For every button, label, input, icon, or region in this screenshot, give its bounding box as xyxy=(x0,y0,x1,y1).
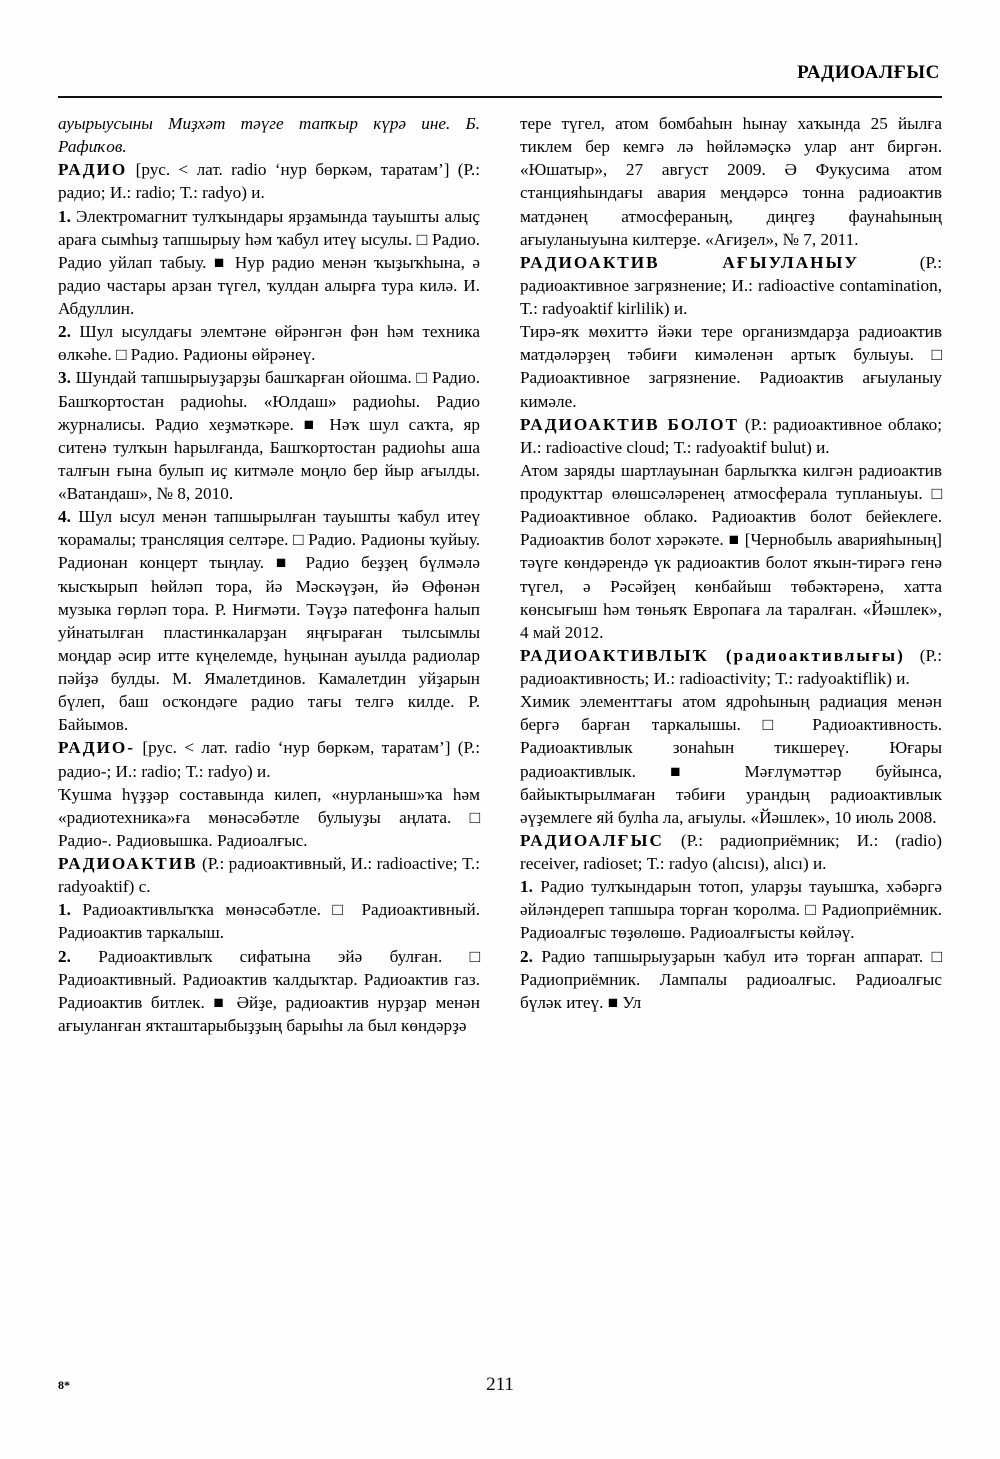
sense-text: Шул ысул менән тапшырылған тауышты ҡабул итеү ҡорамалы; трансляция селтәре. □ Радио. Радионы ҡуйыу. Радионан концерт тыңлау. ■ Радио беҙҙең бүлмәлә ҡысҡырып һөйләп тора, йә Мәскәүҙән, йә Өфөнән музыка гөрләп тора. Р. Ниғмәти. Тәүҙә патефонға һалып уйнатылған пластинкаларҙан яңғыраған тылсымлы моңдар әсир итте күңелемде, һуңынан ауылда радиолар пәйҙә булды. М. Ямалетдинов. Камалетдин уйҙарын бүлеп, баш осҡондәге радио тағы телгә килде. Р. Байымов. xyxy=(58,507,480,735)
left-column xyxy=(58,112,480,1037)
sense-1 xyxy=(520,875,942,944)
sense-text: Шул ысулдағы элемтәне өйрәнгән фән һәм техника өлкәһе. □ Радио. Радионы өйрәнеү. xyxy=(58,322,480,365)
sense-2 xyxy=(58,945,480,1038)
sense-number: 3. xyxy=(58,368,71,388)
entry-radioalgys xyxy=(520,829,942,875)
etymology: (Р.: радиоактивный, И.: radioactive; Т.: radyoaktif) с. xyxy=(58,854,480,897)
etymology: (Р.: радиоактивное загрязнение; И.: radioactive contamination, Т.: radyoaktif kirlilik) и. xyxy=(520,252,942,318)
definition-radio-prefix: Ҡушма һүҙҙәр составында килеп, «нурланыш»ҡа һәм «радиотехника»ға мөнәсәбәтле булыуҙы аңлата. □ Радио-. Радиовышка. Радиоалғыс. xyxy=(58,784,480,850)
sense-number: 2. xyxy=(58,322,71,342)
entry-radioaktivlyk xyxy=(520,644,942,690)
sense-3 xyxy=(58,366,480,505)
sense-number: 4. xyxy=(58,507,71,527)
definition: Тирә-яҡ мөхиттә йәки тере организмдарҙа радиоактив матдәләрҙең тәбиғи кимәленән артыҡ булыуы. □ Радиоактивное загрязнение. Радиоактив ағыуланыу кимәле. xyxy=(520,322,942,411)
sense-text: Радиоактивлыҡҡа мөнәсәбәтле. □ Радиоактивный. Радиоактив таркалыш. xyxy=(58,900,480,943)
definition: Атом заряды шартлауынан барлыҡҡа килгән радиоактив продукттар өлөшсәләренең атмосферала тупланыуы. □ Радиоактивное облако. Радиоактив болот бейеклеге. Радиоактив болот хәрәкәте. ■ [Чернобыль аварияһының] тәүге көндәрендә үк радиоактив болот яҡын-тирәгә генә түгел, ә Рәсәйҙең көнбайыш төбәктәренә, хатта көнсығыш һәм төньяҡ Европаға ла таралған. «Йәшлек», 4 май 2012. xyxy=(520,460,942,642)
sense-text: Радио тапшырыуҙарын ҡабул итә торған аппарат. □ Радиоприёмник. Лампалы радиоалғыс. Радиоалғыс бүләк итеү. ■ Ул xyxy=(520,946,942,1012)
sense-1 xyxy=(58,898,480,944)
sense-number: 1. xyxy=(58,206,71,226)
entry-radioaktiv-agyulanyu xyxy=(520,251,942,320)
sense-text: Электромагнит тулҡындары ярҙамында тауышты алыҫ араға сымһыҙ тапшырыу һәм ҡабул итеү ысулы. □ Радио. Радио уйлап табыу. ■ Нур радио менән ҡыҙыҡһына, ә радио частары арзан түгел, ҡулдан алырға тура килә. И. Абдуллин. xyxy=(58,206,480,318)
entry-radioaktiv-bolot xyxy=(520,413,942,459)
etymology: (Р.: радиоактивное облако; И.: radioactive cloud; Т.: radyoaktif bulut) и. xyxy=(520,414,942,457)
page-number: 211 xyxy=(486,1374,514,1395)
sense-number: 1. xyxy=(520,877,533,897)
sense-number: 2. xyxy=(520,946,533,966)
signature-mark: 8* xyxy=(58,1378,70,1392)
sense-2 xyxy=(58,320,480,366)
entry-radioaktiv xyxy=(58,852,480,898)
headword: РАДИО- xyxy=(58,738,135,758)
headword: РАДИОАКТИВ АҒЫУЛАНЫУ xyxy=(520,252,860,272)
etymology: [рус. < лат. radio ‘нур бөркәм, таратам’] (Р.: радио; И.: radio; Т.: radyo) и. xyxy=(58,160,480,203)
sense-text: Радиоактивлыҡ сифатына эйә булған. □ Радиоактивный. Радиоактив ҡалдыҡтар. Радиоактив газ. Радиоактив битлек. ■ Әйҙе, радиоактив нурҙар менән ағыуланған яҡташтарыбыҙҙың барыһы ла был көндәрҙә xyxy=(58,946,480,1035)
entry-radio-prefix xyxy=(58,736,480,782)
headword: РАДИОАКТИВ БОЛОТ xyxy=(520,414,739,434)
entry-continuation: ауырыусыны Миҙхәт тәүге тапҡыр күрә ине. Б. Рафиҡов. xyxy=(58,114,480,157)
headword: РАДИОАЛҒЫС xyxy=(520,830,664,850)
sense-4 xyxy=(58,505,480,736)
sense-text: Шундай тапшырыуҙарҙы башҡарған ойошма. □ Радио. Башҡортостан радиоһы. «Юлдаш» радиоһы. Радио журналисы. Радио хеҙмәткәре. ■ Нәҡ шул саҡта, яр ситенә тулҡын һарылғанда, Башҡортостан радиоһы аша талғын ғына булып иҫ китмәле моңло бер йыр ағылды. «Ватандаш», № 8, 2010. xyxy=(58,368,480,503)
right-column xyxy=(520,112,942,1037)
headword: РАДИОАКТИВЛЫҠ (радиоактивлығы) xyxy=(520,645,905,665)
sense-1 xyxy=(58,205,480,321)
entry-continuation: тере түгел, атом бомбаһын һынау хаҡында 25 йылға тиклем бер кемгә лә һөйләмәҫкә улар ант биргән. «Юшатыр», 27 август 2009. Ә Фукусима атом станцияһындағы авария меңдәрсә тонна радиоактив матдәнең атмосфераның, диңгеҙ фаунаһының ағыуланыуына килтерҙе. «Ағиҙел», № 7, 2011. xyxy=(520,114,942,249)
two-column-body xyxy=(58,112,942,1037)
header-divider xyxy=(58,96,942,98)
sense-text: Радио тулҡындарын тотоп, уларҙы тауышҡа, хәбәргә әйләндереп тапшыра торған ҡоролма. □ Радиоприёмник. Радиоалғыс төҙөлөшө. Радиоалғысты көйләү. xyxy=(520,877,942,943)
entry-radio xyxy=(58,158,480,204)
etymology: [рус. < лат. radio ‘нур бөркәм, таратам’] (Р.: радио-; И.: radio; Т.: radyo) и. xyxy=(58,738,480,781)
sense-number: 1. xyxy=(58,900,71,920)
definition: Химик элементтағы атом ядроһының радиация менән бергә барған таркалышы. □ Радиоактивность. Радиоактивлык зонаһын тикшереү. Юғары радиоактивлык. ■ Мәғлүмәттәр буйынса, байыктырылмаған тәбиғи урандың радиоактивлык әүҙемлеге яй булһа ла, ағыулы. «Йәшлек», 10 июль 2008. xyxy=(520,692,942,827)
headword: РАДИО xyxy=(58,160,128,180)
sense-number: 2. xyxy=(58,946,71,966)
headword: РАДИОАКТИВ xyxy=(58,854,198,873)
sense-2 xyxy=(520,945,942,1014)
etymology: (Р.: радиоприёмник; И.: (radio) receiver, radioset; Т.: radyo (alıcısı), alıcı) и. xyxy=(520,830,942,873)
running-head: РАДИОАЛҒЫС xyxy=(797,62,940,83)
etymology: (Р.: радиоактивность; И.: radioactivity; Т.: radyoaktiflik) и. xyxy=(520,645,942,688)
